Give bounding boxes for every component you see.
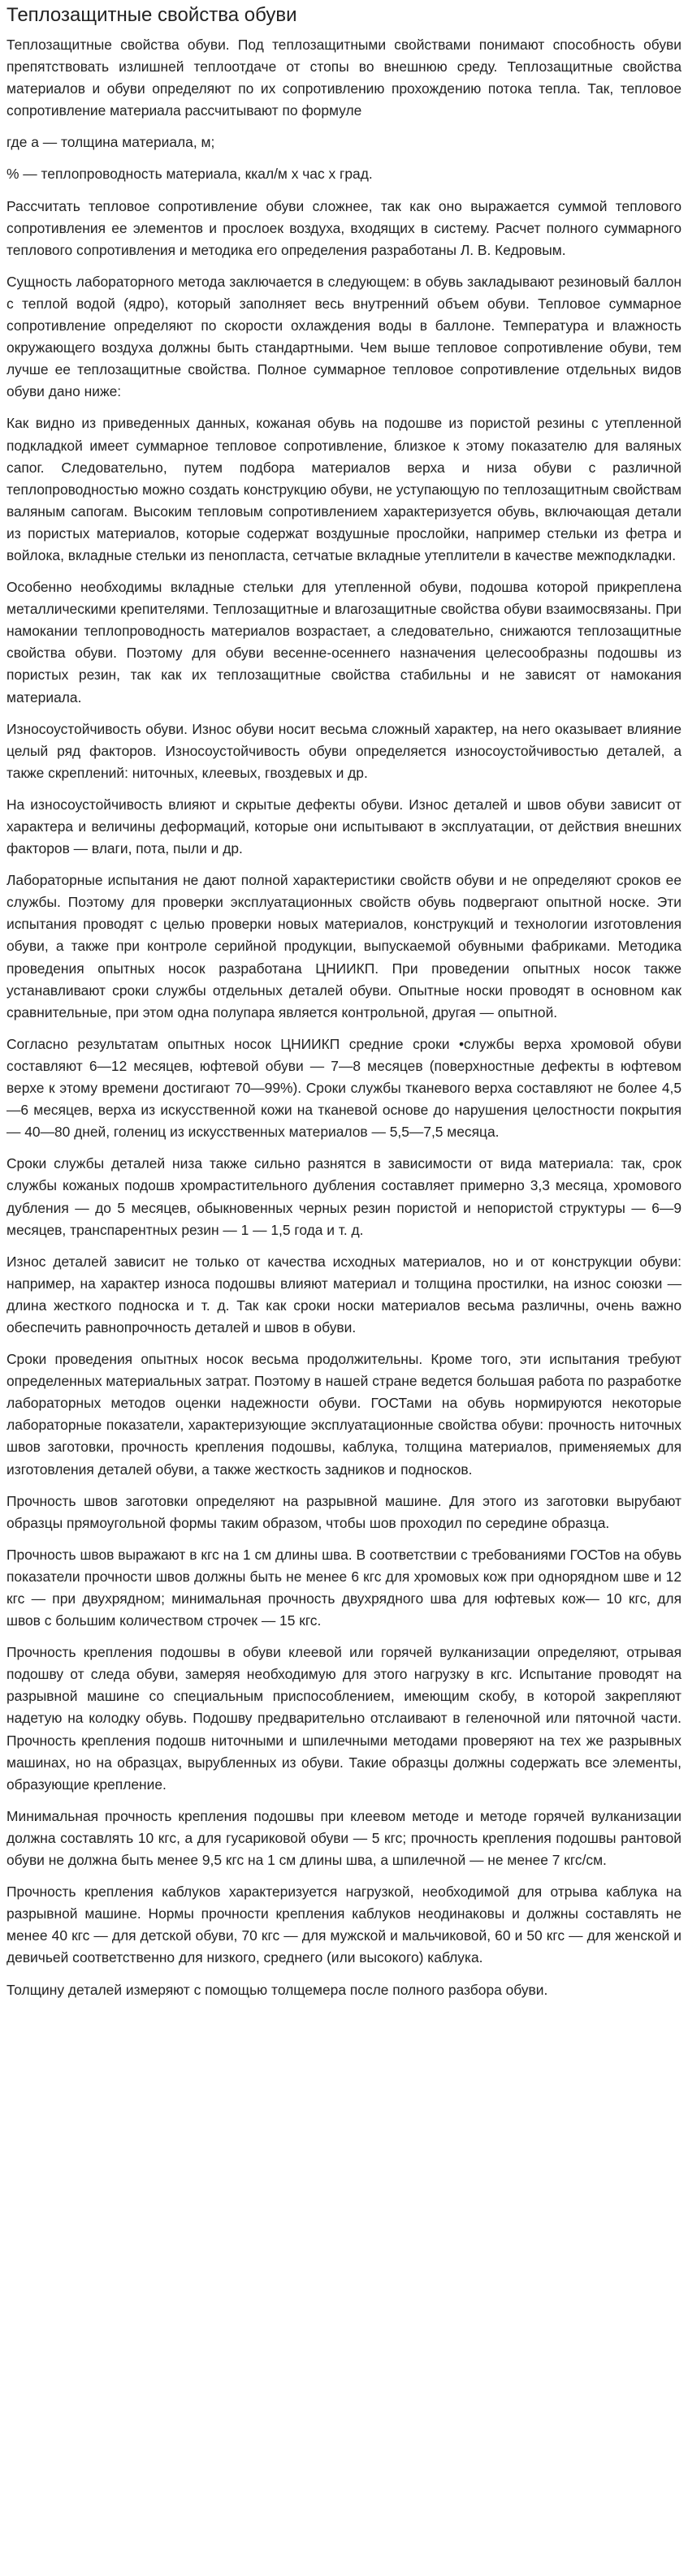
article-paragraph: Рассчитать тепловое сопротивление обуви сложнее, так как оно выражается суммой теплового сопротивления ее элементов и прослоек воздуха, входящих в систему. Расчет полного суммарного теплового сопротивления и методика его определения разработаны Л. В. Кедровым.	[6, 197, 682, 258]
article-paragraph: Лабораторные испытания не дают полной характеристики свойств обуви и не определяют сроков ее службы. Поэтому для проверки эксплуатационных свойств обувь подвергают опытной носке. Эти испытания проводят с целью проверки новых материалов, конструкций и технологии изготовления обуви, а также при контроле серийной продукции, выпускаемой обувными фабриками. Методика проведения опытных носок разработана ЦНИИКП. При проведении опытных носок также устанавливают сроки службы отдельных деталей обуви. Опытные носки проводят в основном как сравнительные, при этом одна полупара является контрольной, другая — опытной.	[6, 872, 682, 1020]
article-paragraph: Толщину деталей измеряют с помощью толщемера после полного разбора обуви.	[6, 1981, 548, 1998]
article-paragraph: Сроки службы деталей низа также сильно разнятся в зависимости от вида материала: так, срок службы кожаных подошв хромрастительного дубления составляет примерно 3,3 месяца, хромового дубления — до 5 месяцев, обыкновенных черных резин пористой и непористой структуры — 6—9 месяцев, транспарентных резин — 1 — 1,5 года и т. д.	[6, 1155, 682, 1238]
article-paragraph: На износоустойчивость влияют и скрытые дефекты обуви. Износ деталей и швов обуви зависит от характера и величины деформаций, которые они испытывают в эксплуатации, от действия внешних факторов — влаги, пота, пыли и др.	[6, 796, 682, 857]
article-paragraph: Прочность швов заготовки определяют на разрывной машине. Для этого из заготовки вырубают образцы прямоугольной формы таким образом, чтобы шов проходил по середине образца.	[6, 1492, 682, 1531]
article-paragraph: Прочность крепления подошвы в обуви клеевой или горячей вулканизации определяют, отрывая подошву от следа обуви, замеряя необходимую для этого нагрузку в кгс. Испытание проводят на разрывной машине со специальным приспособлением, имеющим скобу, в которой закрепляют надетую на колодку обувь. Подошву предварительно отслаивают в геленочной или пяточной части. Прочность крепления подошв ниточными и шпилечными методами проверяют на тех же разрывных машинах, но на образцах, вырубленных из обуви. Такие образцы должны содержать все элементы, образующие крепление.	[6, 1644, 682, 1793]
article-paragraph: где а — толщина материала, м;	[6, 134, 215, 151]
article	[0, 3, 688, 2001]
article-paragraph: Согласно результатам опытных носок ЦНИИКП средние сроки •службы верха хромовой обуви составляют 6—12 месяцев, юфтевой обуви — 7—8 месяцев (поверхностные дефекты в юфтевом верхе к этому времени достигают 70—99%). Сроки службы тканевого верха составляют не более 4,5—6 месяцев, верха из искусственной кожи на тканевой основе до нарушения целостности покрытия — 40—80 дней, голениц из искусственных материалов — 5,5—7,5 месяца.	[6, 1035, 682, 1141]
article-body	[6, 34, 682, 2001]
page-title: Теплозащитные свойства обуви	[6, 4, 297, 26]
article-paragraph: Как видно из приведенных данных, кожаная обувь на подошве из пористой резины с утепленной подкладкой имеет суммарное тепловое сопротивление, близкое к этому показателю для валяных сапог. Следовательно, путем подбора материалов верха и низа обуви с различной теплопроводностью можно создать конструкцию обуви, не уступающую по теплозащитным свойствам валяным сапогам. Высоким тепловым сопротивлением характеризуется обувь, включающая детали из пористых материалов, которые содержат воздушные прослойки, например стельки из фетра и войлока, вкладные стельки из пенопласта, сетчатые вкладные утеплители в качестве межподкладки.	[6, 415, 682, 563]
article-paragraph: Сроки проведения опытных носок весьма продолжительны. Кроме того, эти испытания требуют определенных материальных затрат. Поэтому в нашей стране ведется большая работа по разработке лабораторных методов оценки надежности обуви. ГОСТами на обувь нормируются некоторые лабораторные показатели, характеризующие эксплуатационные свойства обуви: прочность ниточных швов заготовки, прочность крепления подошвы, каблука, толщина материалов, применяемых для изготовления деталей обуви, а также жесткость задников и подносков.	[6, 1351, 682, 1478]
article-paragraph: Особенно необходимы вкладные стельки для утепленной обуви, подошва которой прикреплена металлическими крепителями. Теплозащитные и влагозащитные свойства обуви взаимосвязаны. При намокании теплопроводность материалов возрастает, а следовательно, снижаются теплозащитные свойства обуви. Поэтому для обуви весенне-осеннего назначения целесообразны подошвы из пористых резин, так как их теплозащитные свойства стабильны и не зависят от намокания материала.	[6, 579, 682, 705]
article-paragraph: Сущность лабораторного метода заключается в следующем: в обувь закладывают резиновый баллон с теплой водой (ядро), который заполняет весь внутренний объем обуви. Тепловое суммарное сопротивление определяют по скорости охлаждения воды в баллоне. Температура и влажность окружающего воздуха должны быть стандартными. Чем выше тепловое сопротивление обуви, тем лучше ее теплозащитные свойства. Полное суммарное тепловое сопротивление отдельных видов обуви дано ниже:	[6, 273, 682, 400]
article-paragraph: Износ деталей зависит не только от качества исходных материалов, но и от конструкции обуви: например, на характер износа подошвы влияют материал и толщина простилки, на износ союзки — длина жесткого подноска и т. д. Так как сроки носки материалов весьма различны, очень важно обеспечить равнопрочность деталей и швов в обуви.	[6, 1253, 682, 1335]
article-paragraph: % — теплопроводность материала, ккал/м х час х град.	[6, 166, 373, 183]
article-paragraph: Теплозащитные свойства обуви. Под теплозащитными свойствами понимают способность обуви препятствовать излишней теплоотдаче от стопы во внешнюю среду. Теплозащитные свойства материалов и обуви определяют по их сопротивлению прохождению потока тепла. Так, тепловое сопротивление материала рассчитывают по формуле	[6, 37, 682, 119]
article-paragraph: Прочность крепления каблуков характеризуется нагрузкой, необходимой для отрыва каблука на разрывной машине. Нормы прочности крепления каблуков неодинаковы и должны составлять не менее 40 кгс — для детской обуви, 70 кгс — для мужской и мальчиковой, 60 и 50 кгс — для женской и девичьей соответственно для низкого, среднего (или высокого) каблука.	[6, 1883, 682, 1966]
article-paragraph: Минимальная прочность крепления подошвы при клеевом методе и методе горячей вулканизации должна составлять 10 кгс, а для гусариковой обуви — 5 кгс; прочность крепления подошвы рантовой обуви не должна быть менее 9,5 кгс на 1 см длины шва, а шпилечной — не менее 7 кгс/см.	[6, 1807, 682, 1869]
article-paragraph: Износоустойчивость обуви. Износ обуви носит весьма сложный характер, на него оказывает влияние целый ряд факторов. Износоустойчивость обуви определяется износоустойчивостью деталей, а также скреплений: ниточных, клеевых, гвоздевых и др.	[6, 720, 682, 781]
article-paragraph: Прочность швов выражают в кгс на 1 см длины шва. В соответствии с требованиями ГОСТов на обувь показатели прочности швов должны быть не менее 6 кгс для хромовых кож при однорядном шве и 12 кгс — при двухрядном; минимальная прочность двухрядного шва для юфтевых кож— 10 кгс, для швов с большим количеством строчек — 15 кгс.	[6, 1546, 682, 1629]
